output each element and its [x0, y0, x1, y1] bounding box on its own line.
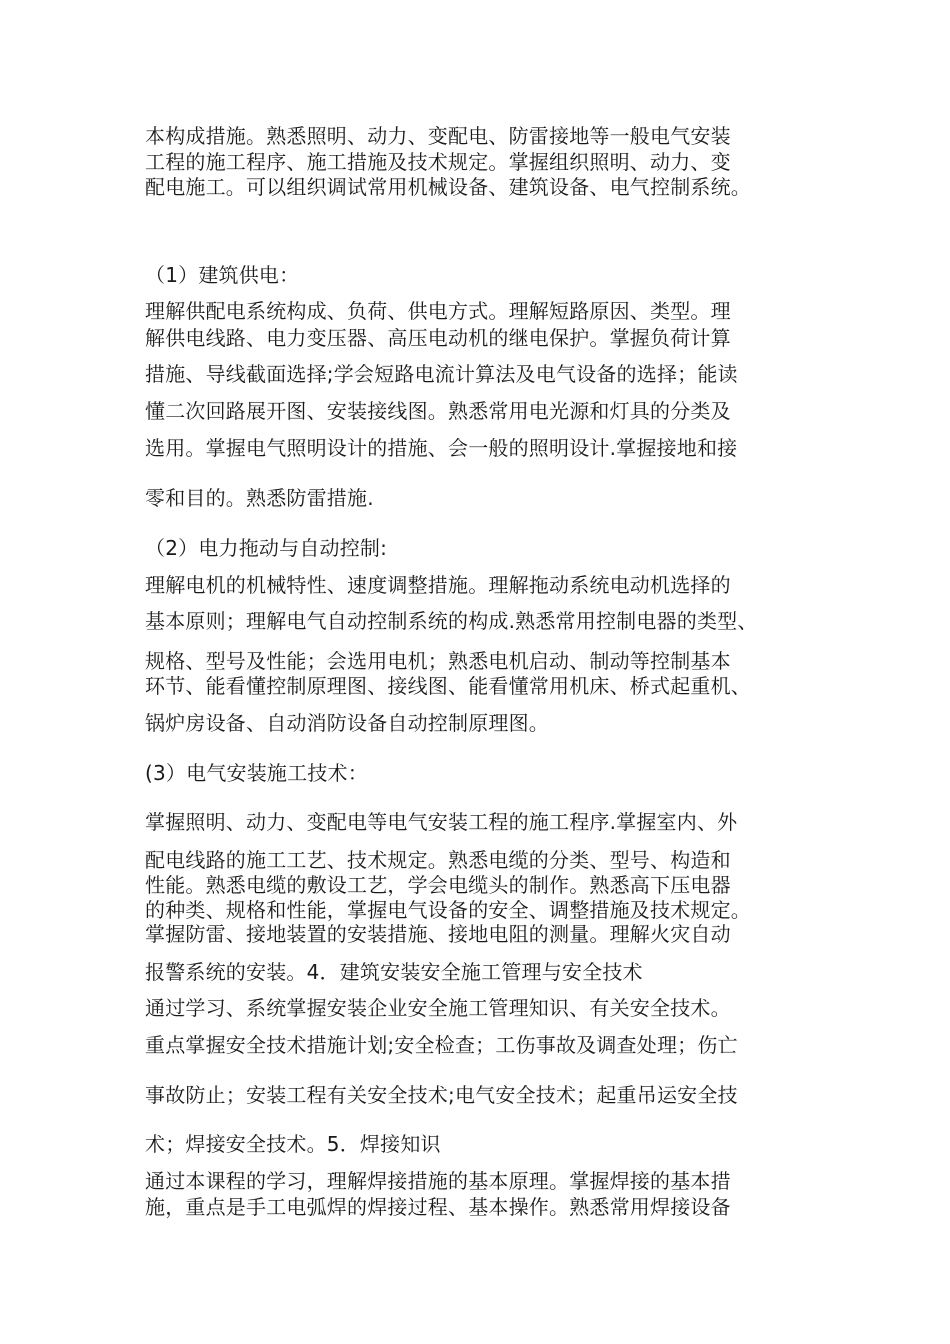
paragraph-line: 基本原则；理解电气自动控制系统的构成.熟悉常用控制电器的类型、 — [145, 609, 758, 633]
paragraph-line: 理解供配电系统构成、负荷、供电方式。理解短路原因、类型。理 — [145, 299, 731, 323]
paragraph-line: 理解电机的机械特性、速度调整措施。理解拖动系统电动机选择的 — [145, 573, 731, 597]
paragraph-line: 报警系统的安装。4．建筑安装安全施工管理与安全技术 — [145, 960, 643, 984]
paragraph-line: 本构成措施。熟悉照明、动力、变配电、防雷接地等一般电气安装 — [145, 124, 731, 148]
paragraph-line: 环节、能看懂控制原理图、接线图、能看懂常用机床、桥式起重机、 — [145, 674, 751, 698]
paragraph-line: 措施、导线截面选择;学会短路电流计算法及电气设备的选择；能读 — [145, 362, 738, 386]
paragraph-line: 性能。熟悉电缆的敷设工艺，学会电缆头的制作。熟悉高下压电器 — [145, 873, 731, 897]
paragraph-line: 选用。掌握电气照明设计的措施、会一般的照明设计.掌握接地和接 — [145, 436, 738, 460]
section-heading-2: （2）电力拖动与自动控制: — [145, 536, 388, 560]
section-heading-3: (3）电气安装施工技术： — [145, 761, 368, 785]
paragraph-line: 锅炉房设备、自动消防设备自动控制原理图。 — [145, 711, 549, 735]
paragraph-line: 通过学习、系统掌握安装企业安全施工管理知识、有关安全技术。 — [145, 996, 731, 1020]
paragraph-line: 配电线路的施工工艺、技术规定。熟悉电缆的分类、型号、构造和 — [145, 848, 731, 872]
paragraph-line: 施，重点是手工电弧焊的焊接过程、基本操作。熟悉常用焊接设备 — [145, 1195, 731, 1219]
paragraph-line: 工程的施工程序、施工措施及技术规定。掌握组织照明、动力、变 — [145, 150, 731, 174]
paragraph-line: 事故防止；安装工程有关安全技术;电气安全技术；起重吊运安全技 — [145, 1083, 738, 1107]
paragraph-line: 重点掌握安全技术措施计划;安全检查；工伤事故及调查处理；伤亡 — [145, 1033, 738, 1057]
paragraph-line: 掌握照明、动力、变配电等电气安装工程的施工程序.掌握室内、外 — [145, 810, 738, 834]
paragraph-line: 掌握防雷、接地装置的安装措施、接地电阻的测量。理解火灾自动 — [145, 922, 731, 946]
paragraph-line: 零和目的。熟悉防雷措施. — [145, 486, 374, 510]
paragraph-line: 通过本课程的学习，理解焊接措施的基本原理。掌握焊接的基本措 — [145, 1169, 731, 1193]
section-heading-1: （1）建筑供电： — [145, 263, 300, 287]
paragraph-line: 解供电线路、电力变压器、高压电动机的继电保护。掌握负荷计算 — [145, 326, 731, 350]
paragraph-line: 术；焊接安全技术。5．焊接知识 — [145, 1132, 441, 1156]
paragraph-line: 的种类、规格和性能，掌握电气设备的安全、调整措施及技术规定。 — [145, 898, 751, 922]
paragraph-line: 规格、型号及性能；会选用电机；熟悉电机启动、制动等控制基本 — [145, 649, 731, 673]
paragraph-line: 懂二次回路展开图、安装接线图。熟悉常用电光源和灯具的分类及 — [145, 399, 731, 423]
paragraph-line: 配电施工。可以组织调试常用机械设备、建筑设备、电气控制系统。 — [145, 175, 751, 199]
